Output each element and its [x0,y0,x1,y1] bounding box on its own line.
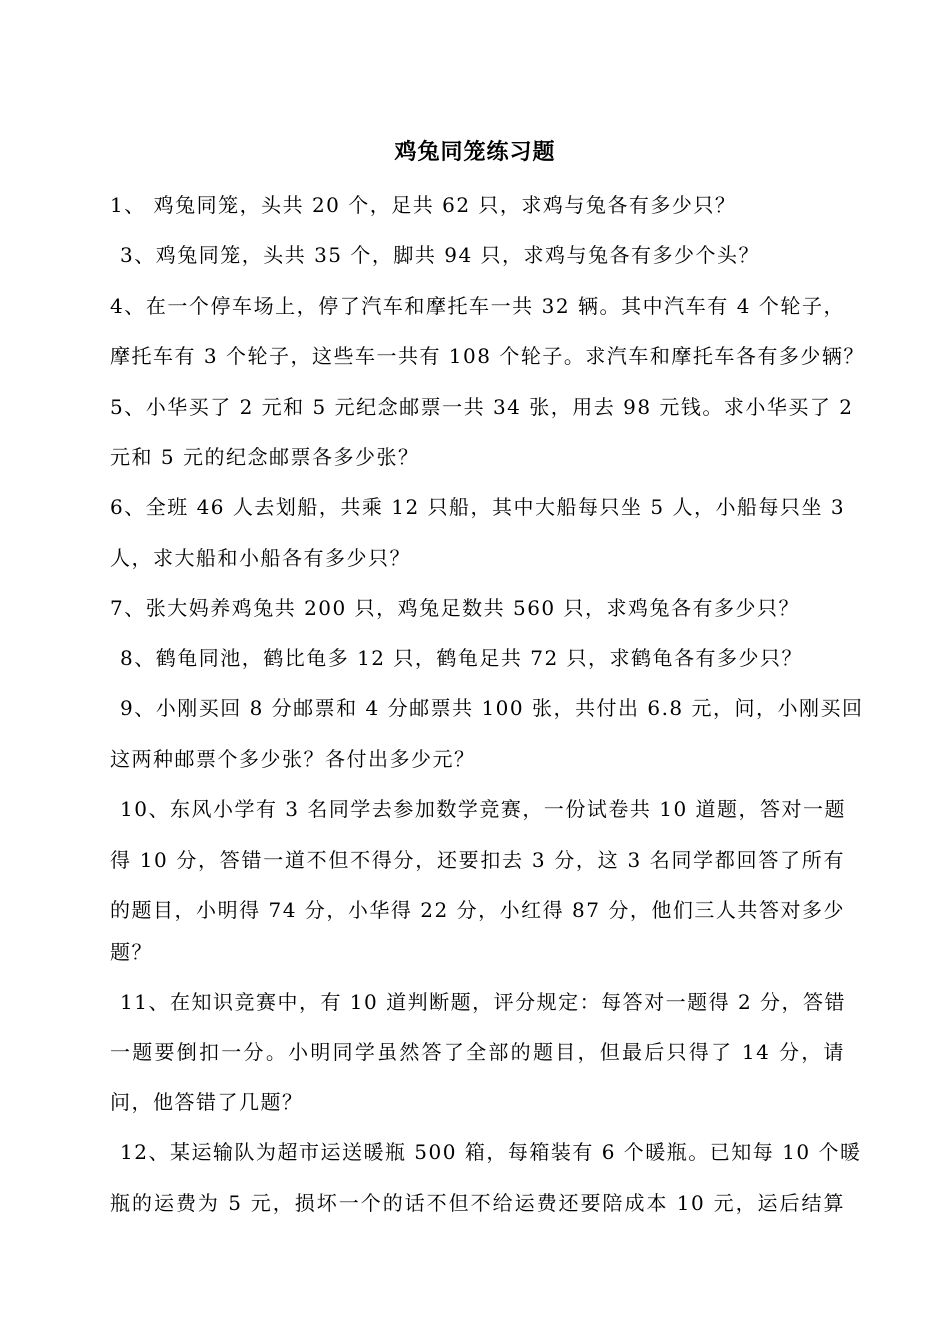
problem-4-line-2: 摩托车有 3 个轮子，这些车一共有 108 个轮子。求汽车和摩托车各有多少辆？ [110,344,865,368]
page-title: 鸡兔同笼练习题 [394,139,556,165]
problem-8-line-1: 8、鹤龟同池，鹤比龟多 12 只，鹤龟足共 72 只，求鹤龟各有多少只？ [120,646,804,670]
problem-3-line-1: 3、鸡兔同笼，头共 35 个，脚共 94 只，求鸡与兔各有多少个头？ [120,243,761,267]
problem-11-line-3: 问，他答错了几题？ [110,1090,304,1114]
problem-9-line-2: 这两种邮票个多少张？各付出多少元？ [110,747,476,771]
problem-10-line-2: 得 10 分，答错一道不但不得分，还要扣去 3 分，这 3 名同学都回答了所有 [110,848,845,872]
problem-12-line-1: 12、某运输队为超市运送暖瓶 500 箱，每箱装有 6 个暖瓶。已知每 10 个暖 [120,1140,862,1164]
problem-10-line-1: 10、东风小学有 3 名同学去参加数学竞赛，一份试卷共 10 道题，答对一题 [120,797,847,821]
problem-5-line-1: 5、小华买了 2 元和 5 元纪念邮票一共 34 张，用去 98 元钱。求小华买了 2 [110,395,854,419]
problem-1-line-1: 1、 鸡兔同笼，头共 20 个，足共 62 只，求鸡与兔各有多少只？ [110,193,737,217]
problem-11-line-2: 一题要倒扣一分。小明同学虽然答了全部的题目，但最后只得了 14 分，请 [110,1040,845,1064]
problem-10-line-4: 题？ [110,940,153,964]
problem-6-line-1: 6、全班 46 人去划船，共乘 12 只船，其中大船每只坐 5 人，小船每只坐 3 [110,495,846,519]
problem-9-line-1: 9、小刚买回 8 分邮票和 4 分邮票共 100 张，共付出 6.8 元，问，小刚买回 [120,696,864,720]
problem-4-line-1: 4、在一个停车场上，停了汽车和摩托车一共 32 辆。其中汽车有 4 个轮子， [110,294,845,318]
problem-6-line-2: 人，求大船和小船各有多少只？ [110,546,411,570]
problem-10-line-3: 的题目，小明得 74 分，小华得 22 分，小红得 87 分，他们三人共答对多少 [110,898,845,922]
problem-5-line-2: 元和 5 元的纪念邮票各多少张？ [110,445,420,469]
problem-7-line-1: 7、张大妈养鸡兔共 200 只，鸡兔足数共 560 只，求鸡兔各有多少只？ [110,596,801,620]
problem-11-line-1: 11、在知识竞赛中，有 10 道判断题，评分规定：每答对一题得 2 分，答错 [120,990,847,1014]
problem-12-line-2: 瓶的运费为 5 元，损坏一个的话不但不给运费还要陪成本 10 元，运后结算 [110,1191,845,1215]
